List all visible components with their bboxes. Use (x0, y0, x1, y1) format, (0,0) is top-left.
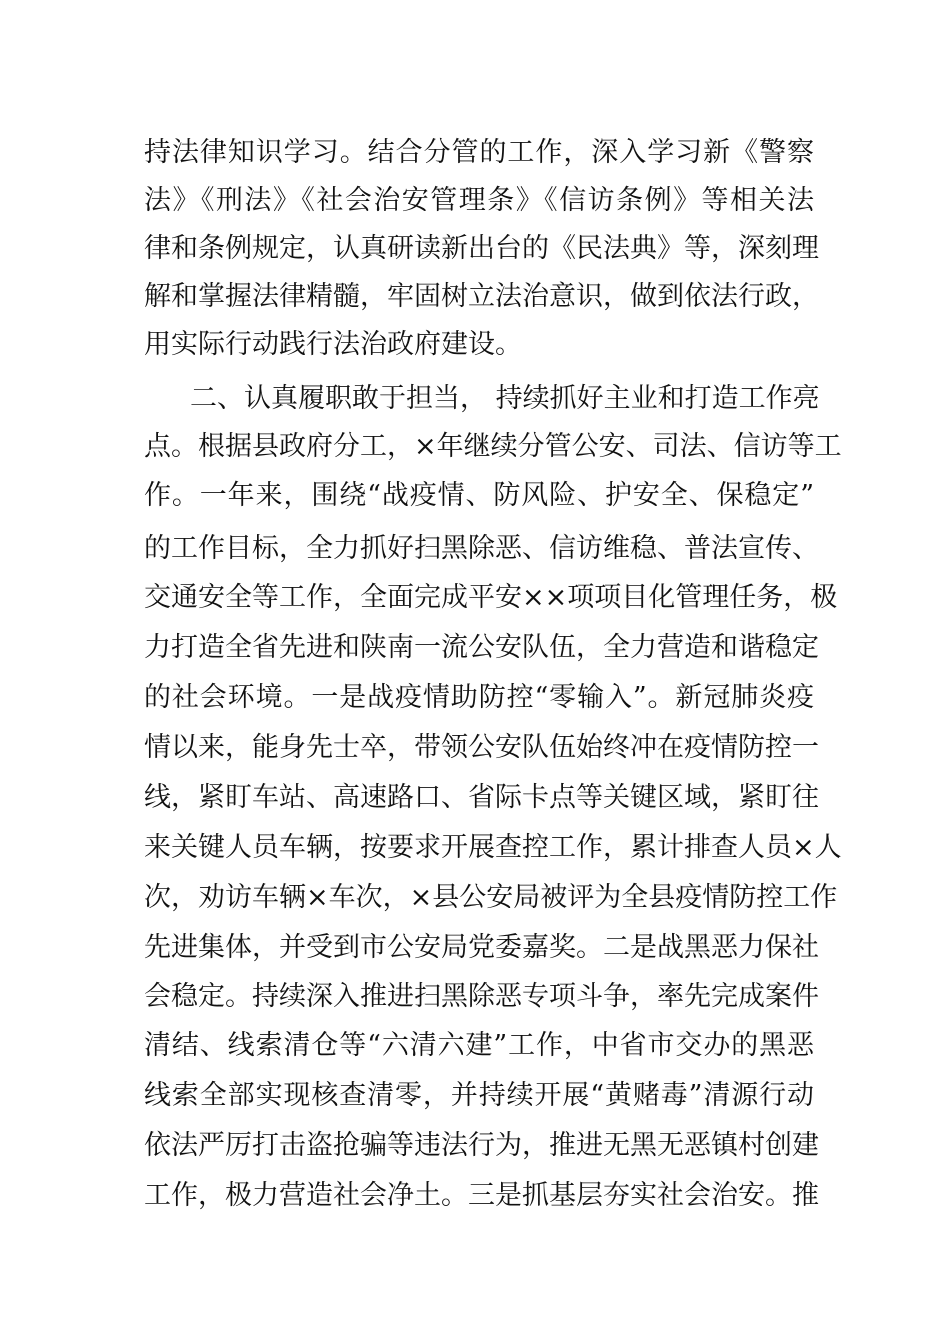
section-heading-line: 二、认真履职敢于担当， 持续抓好主业和打造工作亮 (190, 383, 820, 414)
body-text-line: 法》《刑法》《社会治安管理条》《信访条例》等相关法 (144, 185, 814, 216)
body-text-line: 依法严厉打击盗抢骗等违法行为，推进无黑无恶镇村创建 (144, 1130, 819, 1161)
body-text-line: 用实际行动践行法治政府建设。 (144, 329, 522, 360)
body-text-line: 情以来，能身先士卒，带领公安队伍始终冲在疫情防控一 (144, 732, 819, 763)
body-text-line: 清结、线索清仓等“六清六建”工作，中省市交办的黑恶 (144, 1030, 814, 1061)
body-text-line: 线，紧盯车站、高速路口、省际卡点等关键区域，紧盯往 (144, 782, 819, 813)
body-text-line: 来关键人员车辆，按要求开展查控工作，累计排查人员×人 (144, 832, 842, 863)
body-text-line: 交通安全等工作，全面完成平安××项项目化管理任务，极 (144, 582, 838, 613)
body-text-line: 律和条例规定，认真研读新出台的《民法典》等，深刻理 (144, 233, 819, 264)
body-text-line: 次，劝访车辆×车次，×县公安局被评为全县疫情防控工作 (144, 882, 838, 913)
body-text-line: 的社会环境。一是战疫情助防控“零输入”。新冠肺炎疫 (144, 682, 814, 713)
body-text-line: 的工作目标，全力抓好扫黑除恶、信访维稳、普法宣传、 (144, 533, 819, 564)
body-text-line: 先进集体，并受到市公安局党委嘉奖。二是战黑恶力保社 (144, 932, 819, 963)
body-text-line: 会稳定。持续深入推进扫黑除恶专项斗争，率先完成案件 (144, 981, 819, 1012)
body-text-line: 点。根据县政府分工，×年继续分管公安、司法、信访等工 (144, 431, 842, 462)
body-text-line: 力打造全省先进和陕南一流公安队伍，全力营造和谐稳定 (144, 632, 819, 663)
body-text-line: 作。一年来，围绕“战疫情、防风险、护安全、保稳定” (144, 480, 814, 511)
body-text-line: 持法律知识学习。结合分管的工作，深入学习新《警察 (144, 137, 814, 168)
body-text-line: 解和掌握法律精髓，牢固树立法治意识，做到依法行政， (144, 281, 819, 312)
body-text-line: 工作，极力营造社会净土。三是抓基层夯实社会治安。推 (144, 1180, 819, 1211)
body-text-line: 线索全部实现核查清零，并持续开展“黄赌毒”清源行动 (144, 1080, 814, 1111)
